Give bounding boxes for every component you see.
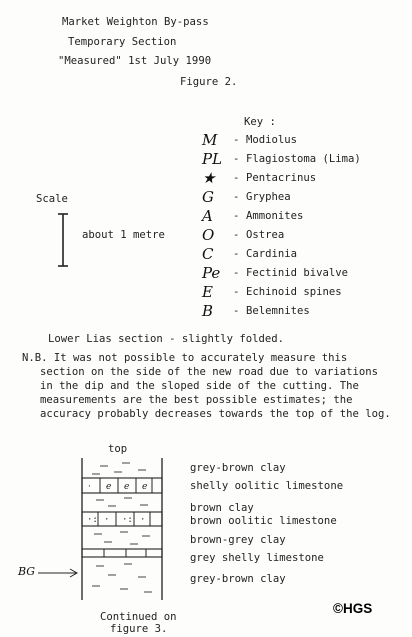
key-symbol: PL bbox=[202, 150, 223, 168]
key-label: Pentacrinus bbox=[246, 172, 317, 184]
note-line-3: in the dip and the sloped side of the cutting. The bbox=[40, 380, 359, 392]
key-symbol: E bbox=[202, 283, 213, 301]
key-symbol: A bbox=[202, 207, 213, 225]
key-label: Flagiostoma (Lima) bbox=[246, 153, 361, 165]
layer-label-7: grey-brown clay bbox=[190, 573, 286, 585]
key-label: Modiolus bbox=[246, 134, 298, 146]
svg-text:·: · bbox=[88, 482, 91, 492]
layer-label-5: brown-grey clay bbox=[190, 534, 286, 546]
key-label: Ammonites bbox=[246, 210, 304, 222]
continued-line-1: Continued on bbox=[100, 611, 177, 623]
key-dash: - bbox=[233, 191, 240, 203]
key-dash: - bbox=[233, 286, 240, 298]
figure-number: Figure 2. bbox=[180, 76, 238, 88]
key-symbol: C bbox=[202, 245, 214, 263]
svg-text:·:: ·: bbox=[87, 515, 98, 525]
key-symbol: O bbox=[202, 226, 215, 244]
title-line-2: Temporary Section bbox=[68, 36, 177, 48]
key-symbol: B bbox=[202, 302, 214, 320]
svg-text:·: · bbox=[104, 515, 110, 525]
note-line-5: accuracy probably decreases towards the top of the log. bbox=[40, 408, 391, 420]
key-label: Cardinia bbox=[246, 248, 298, 260]
key-label: Ostrea bbox=[246, 229, 285, 241]
key-dash: - bbox=[233, 153, 240, 165]
log-top-label: top bbox=[108, 443, 128, 455]
svg-text:·: · bbox=[140, 515, 146, 525]
svg-text:·:: ·: bbox=[122, 515, 133, 525]
svg-text:e: e bbox=[106, 482, 112, 492]
key-dash: - bbox=[233, 134, 240, 146]
svg-text:e: e bbox=[124, 482, 130, 492]
layer-label-4: brown oolitic limestone bbox=[190, 515, 337, 527]
layer-label-6: grey shelly limestone bbox=[190, 552, 324, 564]
log-side-mark: BG bbox=[18, 565, 36, 578]
section-caption: Lower Lias section - slightly folded. bbox=[48, 333, 284, 345]
key-dash: - bbox=[233, 305, 240, 317]
title-line-3: "Measured" 1st July 1990 bbox=[58, 55, 212, 67]
scale-label: Scale bbox=[36, 193, 68, 205]
key-symbol: Pe bbox=[202, 264, 221, 282]
key-label: Echinoid spines bbox=[246, 286, 342, 298]
layer-label-1: grey-brown clay bbox=[190, 462, 286, 474]
layer-label-3: brown clay bbox=[190, 502, 254, 514]
scale-text: about 1 metre bbox=[82, 229, 165, 241]
key-symbol: G bbox=[202, 188, 214, 206]
copyright-mark: ©HGS bbox=[333, 601, 373, 616]
key-dash: - bbox=[233, 248, 240, 260]
note-line-4: measurements are the best possible estimates; the bbox=[40, 394, 353, 406]
key-symbol: ★ bbox=[202, 169, 216, 187]
key-label: Belemnites bbox=[246, 305, 310, 317]
key-dash: - bbox=[233, 267, 240, 279]
key-symbol: M bbox=[202, 131, 218, 149]
key-title: Key : bbox=[244, 116, 276, 128]
continued-line-2: figure 3. bbox=[110, 623, 168, 635]
key-dash: - bbox=[233, 210, 240, 222]
key-dash: - bbox=[233, 229, 240, 241]
layer-label-2: shelly oolitic limestone bbox=[190, 480, 344, 492]
note-line-2: section on the side of the new road due to variations bbox=[40, 366, 379, 378]
svg-text:e: e bbox=[142, 482, 148, 492]
note-line-1: N.B. It was not possible to accurately measure this bbox=[22, 352, 348, 364]
key-label: Gryphea bbox=[246, 191, 291, 203]
key-label: Fectinid bivalve bbox=[246, 267, 349, 279]
title-line-1: Market Weighton By-pass bbox=[62, 16, 209, 28]
key-dash: - bbox=[233, 172, 240, 184]
